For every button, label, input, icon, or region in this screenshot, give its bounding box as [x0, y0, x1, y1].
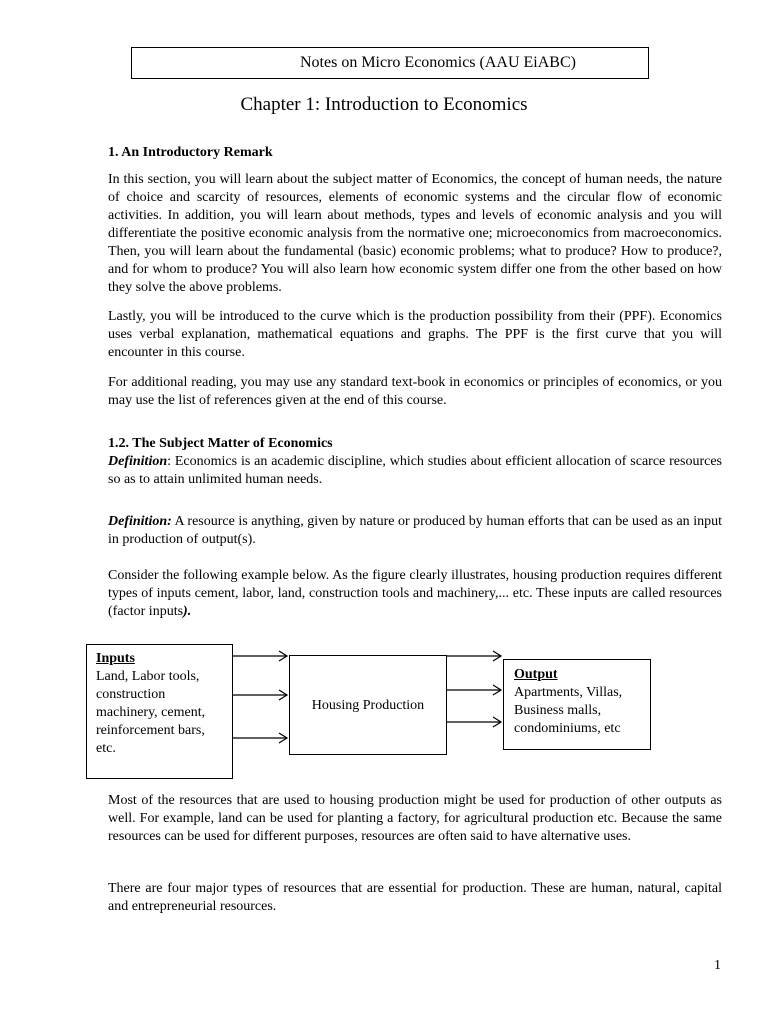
arrow-input-3 — [233, 733, 287, 743]
arrow-input-2 — [233, 690, 287, 700]
output-title: Output — [514, 667, 558, 682]
resource-types-paragraph: There are four major types of resources that are essential for production. These are human, natural, capital and entrepreneurial resources. — [108, 881, 722, 914]
section-heading-intro: 1. An Introductory Remark — [108, 145, 273, 160]
inputs-line: machinery, cement, — [96, 705, 206, 720]
inputs-line: reinforcement bars, — [96, 723, 205, 738]
inputs-title: Inputs — [96, 651, 135, 666]
arrow-output-3 — [447, 717, 501, 727]
intro-paragraph-1: In this section, you will learn about the subject matter of Economics, the concept of human needs, the nature of choice and scarcity of resources, elements of economic systems and the circular flow of economic activities. In addition, you will learn about methods, types and levels of economic analysis and you will differentiate the positive economic analysis from the normative one; microeconomics from macroeconomics. Then, you will learn about the fundamental (basic) economic problems; what to produce? How to produce?, and for whom to produce? You will also learn how economic system differ one from the other based on how they solve the above problems. — [108, 172, 722, 295]
definition-text: A resource is anything, given by nature or produced by human efforts that can be used as an input in production of output(s). — [108, 514, 722, 547]
inputs-line: Land, Labor tools, — [96, 669, 200, 684]
process-label: Housing Production — [311, 698, 425, 713]
intro-paragraph-3: For additional reading, you may use any standard text-book in economics or principles of economics, or you may use the list of references given at the end of this course. — [108, 375, 722, 408]
alternative-uses-paragraph: Most of the resources that are used to housing production might be used for production of other outputs as well. For example, land can be used for planting a factory, for agricultural production etc. Because the same resources can be used for different purposes, resources are often said to have alternative uses. — [108, 793, 722, 844]
inputs-line: construction — [96, 687, 166, 702]
section-heading-subject-matter: 1.2. The Subject Matter of Economics — [108, 436, 333, 451]
output-line: condominiums, etc — [514, 721, 621, 736]
output-line: Apartments, Villas, — [514, 685, 623, 700]
chapter-title: Chapter 1: Introduction to Economics — [240, 94, 528, 115]
arrow-output-2 — [447, 685, 501, 695]
output-line: Business malls, — [514, 703, 602, 718]
arrow-output-1 — [447, 651, 501, 661]
header-title: Notes on Micro Economics (AAU EiABC) — [300, 54, 576, 71]
intro-paragraph-2: Lastly, you will be introduced to the curve which is the production possibility from their (PPF). Economics uses verbal explanation, mathematical equations and graphs. The PPF is the first curve that you will encounter in this course. — [108, 309, 722, 360]
definition-text: : Economics is an academic discipline, which studies about efficient allocation of scarce resources so as to attain unlimited human needs. — [108, 454, 722, 487]
page-number: 1 — [714, 958, 721, 973]
definition-label: Definition — [108, 454, 168, 469]
arrow-input-1 — [233, 651, 287, 661]
definition-label: Definition: — [108, 514, 172, 529]
example-end: ). — [183, 604, 192, 619]
example-text: Consider the following example below. As the figure clearly illustrates, housing production requires different types of inputs cement, labor, land, construction tools and machinery,... etc. These inputs are called resources (factor inputs — [108, 568, 722, 619]
inputs-line: etc. — [96, 741, 116, 756]
